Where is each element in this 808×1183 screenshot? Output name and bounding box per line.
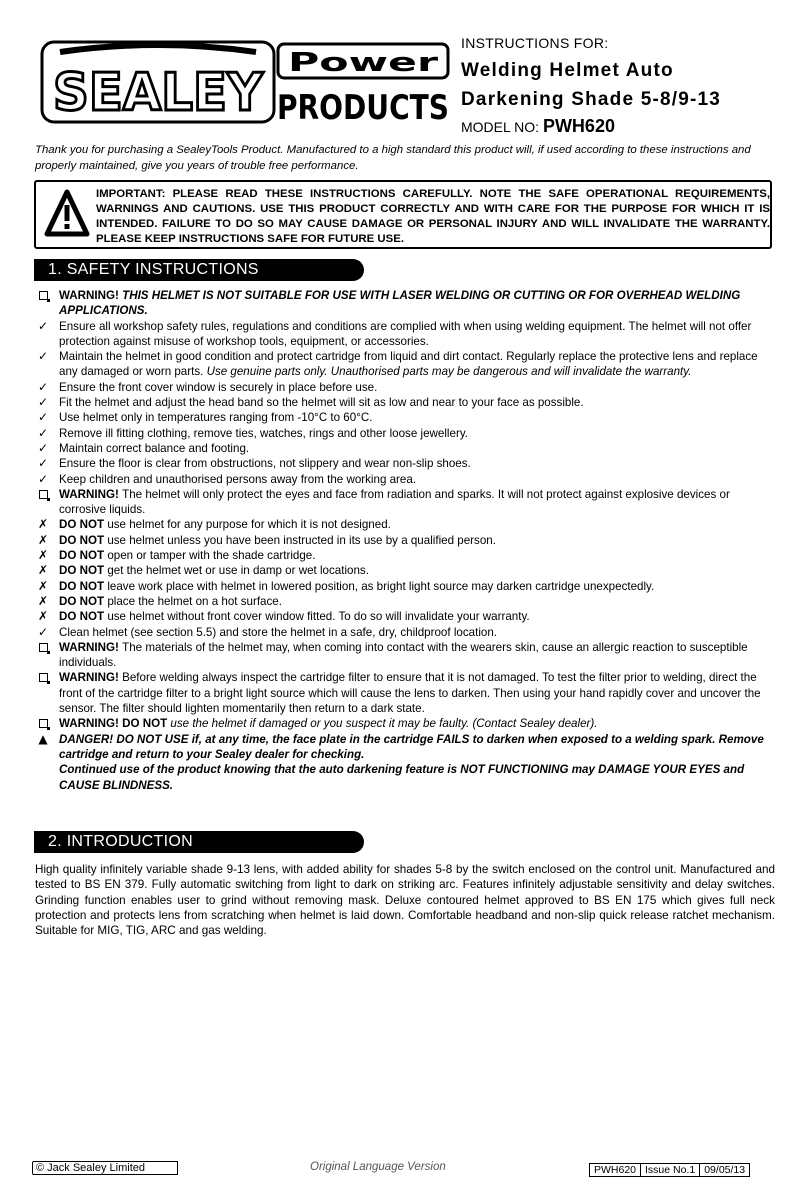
safety-item bbox=[34, 640, 764, 671]
safety-item bbox=[34, 426, 764, 441]
item-text: DO NOT bbox=[59, 564, 108, 578]
safety-item bbox=[34, 563, 764, 578]
item-text: leave work place with helmet in lowered position, as bright light source may darken cartridge unexpectedly. bbox=[107, 579, 655, 593]
safety-instructions-list bbox=[34, 288, 764, 793]
item-text: Maintain correct balance and footing. bbox=[59, 441, 250, 455]
instructions-for-label: INSTRUCTIONS FOR: bbox=[461, 35, 609, 51]
item-text: use helmet for any purpose for which it is not designed. bbox=[107, 518, 391, 532]
introduction-text: High quality infinitely variable shade 9-13 lens, with added ability for shades 5-8 by the switch enclosed on the control unit. Manufactured and tested to BS EN 379. Fully automatic switching from light to dark on striking arc. Features infinitely adjustable sensitivity and delay switches. Grinding function enables user to grind without removing mask. Deluxe contoured helmet approved to BS EN 175 which gives full neck protection and protects lens from scratching when helmet is laid down. Comfortable headband and non-slip quick release ratchet mechanism. Suitable for MIG, TIG, ARC and gas welding. bbox=[35, 863, 775, 938]
warning-box-icon bbox=[34, 487, 52, 503]
safety-item bbox=[34, 472, 764, 487]
item-text: THIS HELMET IS NOT SUITABLE FOR USE WITH LASER WELDING OR CUTTING OR FOR OVERHEAD WELDING APPLICATIONS. bbox=[59, 289, 741, 318]
warning-triangle-icon bbox=[44, 188, 90, 240]
product-title bbox=[461, 56, 791, 114]
thank-you-text: Thank you for purchasing a SealeyTools Product. Manufactured to a high standard this product will, if used according to these instructions and properly maintained, give you years of trouble free performance. bbox=[35, 144, 751, 172]
copyright-box: © Jack Sealey Limited bbox=[32, 1161, 178, 1175]
cross-icon: ✗ bbox=[37, 563, 49, 578]
safety-item bbox=[34, 579, 764, 594]
sealey-power-products-logo bbox=[40, 40, 452, 128]
item-text: use helmet unless you have been instructed in its use by a qualified person. bbox=[107, 533, 496, 547]
item-text: Fit the helmet and adjust the head band so the helmet will sit as low and near to your face as possible. bbox=[59, 396, 584, 410]
footer-issue: Issue No.1 bbox=[641, 1163, 700, 1177]
item-text: WARNING! bbox=[59, 487, 123, 501]
safety-item bbox=[34, 625, 764, 640]
item-text: WARNING! bbox=[59, 640, 123, 654]
important-notice-text: IMPORTANT: PLEASE READ THESE INSTRUCTIONS CAREFULLY. NOTE THE SAFE OPERATIONAL REQUIREMENTS, WARNINGS AND CAUTIONS. USE THIS PRODUCT CORRECTLY AND WITH CARE FOR THE PURPOSE FOR WHICH IT IS INTENDED. FAILURE TO DO SO MAY CAUSE DAMAGE OR PERSONAL INJURY AND WILL INVALIDATE THE WARRANTY. PLEASE KEEP INSTRUCTIONS SAFE FOR FUTURE USE. bbox=[96, 188, 770, 245]
item-text: Ensure the front cover window is securely in place before use. bbox=[59, 380, 378, 394]
warning-box-icon bbox=[34, 716, 52, 732]
product-title-line-2: Darkening Shade 5-8/9-13 bbox=[461, 89, 722, 110]
cross-icon: ✗ bbox=[37, 548, 49, 563]
model-number: PWH620 bbox=[542, 116, 615, 136]
section-1-heading: 1. SAFETY INSTRUCTIONS bbox=[34, 259, 364, 281]
warning-box-icon bbox=[34, 288, 52, 304]
safety-item bbox=[34, 594, 764, 609]
model-label: MODEL NO: bbox=[461, 119, 540, 135]
item-text: Ensure the floor is clear from obstructions, not slippery and wear non-slip shoes. bbox=[59, 457, 471, 471]
item-text: Clean helmet (see section 5.5) and store the helmet in a safe, dry, childproof location. bbox=[59, 625, 498, 639]
item-text: Maintain the helmet in good condition and protect cartridge from liquid and dirt contact. Regularly replace the protective lens and replace any damaged or worn parts. bbox=[59, 350, 758, 379]
svg-text:Power: Power bbox=[288, 48, 439, 78]
item-text: WARNING! bbox=[59, 289, 123, 302]
check-icon: ✓ bbox=[37, 425, 49, 440]
item-text: Remove ill fitting clothing, remove ties, watches, rings and other loose jewellery. bbox=[59, 426, 468, 440]
safety-item bbox=[34, 732, 764, 793]
check-icon: ✓ bbox=[37, 440, 49, 455]
item-text: Continued use of the product knowing that the auto darkening feature is NOT FUNCTIONING may DAMAGE YOUR EYES and CAUSE BLINDNESS. bbox=[59, 763, 745, 792]
item-text: Keep children and unauthorised persons away from the working area. bbox=[59, 472, 417, 486]
item-text: DO NOT bbox=[59, 594, 108, 608]
item-text: WARNING! DO NOT bbox=[59, 717, 171, 731]
safety-item bbox=[34, 548, 764, 563]
important-notice-box bbox=[34, 180, 772, 249]
language-version: Original Language Version bbox=[310, 1161, 446, 1173]
cross-icon: ✗ bbox=[37, 532, 49, 547]
item-text: Use genuine parts only. Unauthorised parts may be dangerous and will invalidate the warranty. bbox=[206, 365, 692, 379]
item-text: get the helmet wet or use in damp or wet locations. bbox=[107, 564, 369, 578]
item-text: Use helmet only in temperatures ranging from -10°C to 60°C. bbox=[59, 411, 373, 425]
title-block bbox=[461, 35, 791, 137]
danger-triangle-icon: ▲ bbox=[38, 731, 48, 746]
svg-text:PRODUCTS: PRODUCTS bbox=[277, 88, 449, 128]
check-icon: ✓ bbox=[37, 349, 49, 364]
safety-item bbox=[34, 517, 764, 532]
cross-icon: ✗ bbox=[37, 578, 49, 593]
item-text: DANGER! DO NOT USE if, at any time, the face plate in the cartridge FAILS to darken when exposed to a welding spark. Remove cartridge and return to your Sealey dealer for checking. bbox=[59, 732, 764, 761]
safety-item bbox=[34, 533, 764, 548]
safety-item bbox=[34, 410, 764, 425]
check-icon: ✓ bbox=[37, 624, 49, 639]
safety-item bbox=[34, 716, 764, 731]
svg-text:SEALEY: SEALEY bbox=[53, 63, 265, 123]
item-text: use helmet without front cover window fitted. To do so will invalidate your warranty. bbox=[107, 610, 530, 624]
safety-item bbox=[34, 441, 764, 456]
item-text: use the helmet if damaged or you suspect it may be faulty. (Contact Sealey dealer). bbox=[170, 717, 598, 731]
item-text: DO NOT bbox=[59, 533, 108, 547]
item-text: open or tamper with the shade cartridge. bbox=[107, 549, 316, 563]
cross-icon: ✗ bbox=[37, 609, 49, 624]
item-text: place the helmet on a hot surface. bbox=[107, 594, 282, 608]
cross-icon: ✗ bbox=[37, 593, 49, 608]
item-text: DO NOT bbox=[59, 610, 108, 624]
item-text: DO NOT bbox=[59, 549, 108, 563]
check-icon: ✓ bbox=[37, 410, 49, 425]
product-title-line-1: Welding Helmet Auto bbox=[461, 60, 674, 81]
check-icon: ✓ bbox=[37, 318, 49, 333]
safety-item bbox=[34, 349, 764, 380]
item-text: The helmet will only protect the eyes and face from radiation and sparks. It will not protect against explosive devices or corrosive liquids. bbox=[59, 487, 730, 517]
safety-item bbox=[34, 288, 764, 319]
footer-model: PWH620 bbox=[589, 1163, 641, 1177]
document-info bbox=[589, 1163, 750, 1177]
item-text: WARNING! bbox=[59, 671, 123, 685]
check-icon: ✓ bbox=[37, 395, 49, 410]
safety-item bbox=[34, 456, 764, 471]
section-2-heading: 2. INTRODUCTION bbox=[34, 831, 364, 853]
check-icon: ✓ bbox=[37, 471, 49, 486]
item-text: The materials of the helmet may, when coming into contact with the wearers skin, cause an allergic reaction to susceptible individuals. bbox=[59, 640, 748, 670]
footer-date: 09/05/13 bbox=[700, 1163, 750, 1177]
safety-item bbox=[34, 670, 764, 716]
check-icon: ✓ bbox=[37, 456, 49, 471]
item-text: Before welding always inspect the cartridge filter to ensure that it is not damaged. To test the filter prior to welding, direct the front of the cartridge filter to a bright light source which will cause the lens to darken. Then using your hand rapidly cover and uncover the sensor. The filter should lighten momentarily then return to a dark state. bbox=[59, 671, 761, 716]
safety-item bbox=[34, 487, 764, 518]
cross-icon: ✗ bbox=[37, 517, 49, 532]
item-text: DO NOT bbox=[59, 579, 108, 593]
safety-item bbox=[34, 380, 764, 395]
model-number-line bbox=[461, 116, 791, 137]
check-icon: ✓ bbox=[37, 379, 49, 394]
safety-item bbox=[34, 319, 764, 350]
item-text: DO NOT bbox=[59, 518, 108, 532]
safety-item bbox=[34, 395, 764, 410]
safety-item bbox=[34, 609, 764, 624]
warning-box-icon bbox=[34, 640, 52, 656]
warning-box-icon bbox=[34, 670, 52, 686]
item-text: Ensure all workshop safety rules, regulations and conditions are complied with when using welding equipment. The helmet will not offer protection against misuse of workshop tools, equipment, or accessories. bbox=[59, 319, 752, 348]
